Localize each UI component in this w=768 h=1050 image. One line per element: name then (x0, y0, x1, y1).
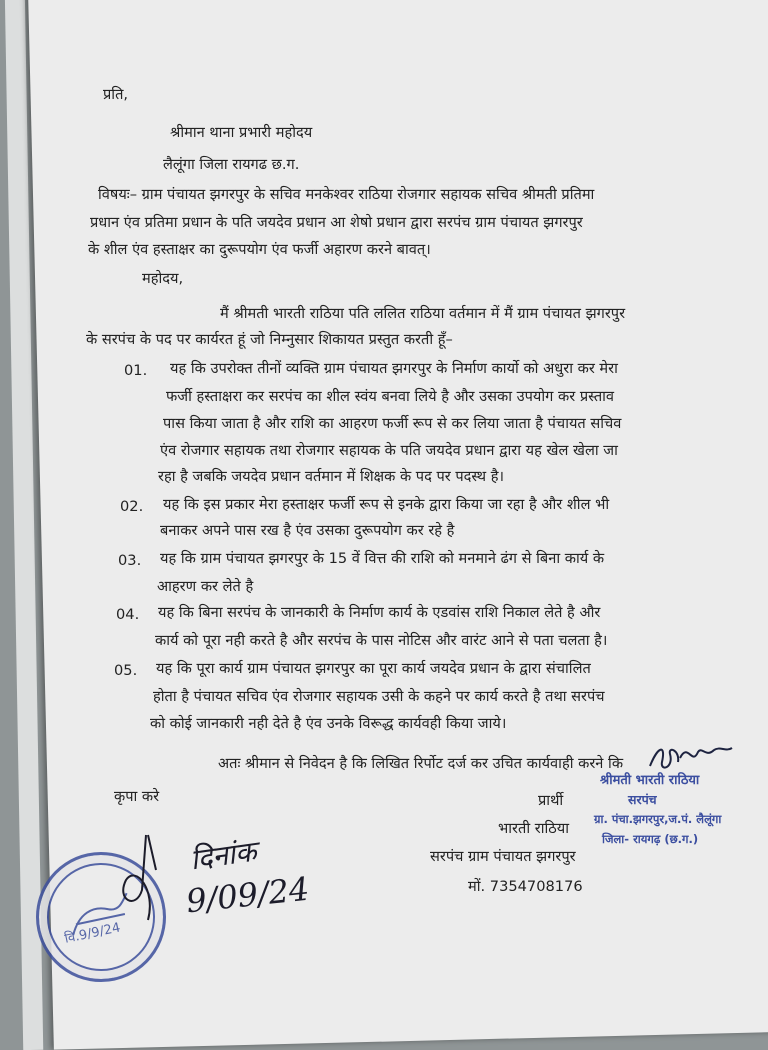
subject-line: के शील एंव हस्ताक्षर का दुरूपयोग एंव फर्जी अहारण करने बावत्। (88, 241, 431, 258)
point-line: बनाकर अपने पास रख है एंव उसका दुरूपयोग कर रहे है (160, 522, 455, 539)
point-line: यह कि इस प्रकार मेरा हस्ताक्षर फर्जी रूप से इनके द्वारा किया जा रहा है और शील भी (163, 496, 610, 513)
applicant-designation: सरपंच ग्राम पंचायत झगरपुर (430, 848, 576, 865)
point-line: यह कि पूरा कार्य ग्राम पंचायत झगरपुर का पूरा कार्य जयदेव प्रधान के द्वारा संचालित (156, 660, 591, 677)
point-number: 03. (118, 552, 142, 569)
intro-line: मैं श्रीमती भारती राठिया पति ललित राठिया वर्तमान में मैं ग्राम पंचायत झगरपुर (220, 305, 626, 322)
stamp-address: ग्रा. पंचा.झगरपुर,ज.पं. लैलूंगा (594, 812, 722, 826)
point-line: कार्य को पूरा नही करते है और सरपंच के पास नोटिस और वारंट आने से पता चलता है। (155, 632, 608, 649)
intro-line: के सरपंच के पद पर कार्यरत हूं जो निम्नुसार शिकायत प्रस्तुत करती हूँ– (86, 331, 453, 348)
point-number: 02. (120, 498, 144, 515)
recipient-location: लैलूंगा जिला रायगढ छ.ग. (163, 156, 300, 173)
closing-line: कृपा करे (114, 788, 160, 805)
applicant-name: भारती राठिया (498, 820, 569, 837)
point-number: 05. (114, 662, 138, 679)
closing-line: अतः श्रीमान से निवेदन है कि लिखित रिर्पोट दर्ज कर उचित कार्यवाही करने कि (218, 755, 624, 772)
subject-line: विषयः– ग्राम पंचायत झगरपुर के सचिव मनकेश्वर राठिया रोजगार सहायक सचिव श्रीमती प्रतिमा (98, 186, 595, 203)
point-number: 04. (116, 606, 140, 623)
point-line: यह कि उपरोक्त तीनों व्यक्ति ग्राम पंचायत झगरपुर के निर्माण कार्यो को अधुरा कर मेरा (170, 360, 618, 377)
stamp-designation: सरपंच (628, 792, 657, 807)
stamp-district: जिला- रायगढ़ (छ.ग.) (602, 832, 699, 846)
point-line: पास किया जाता है और राशि का आहरण फर्जी रूप से कर लिया जाता है पंचायत सचिव (163, 415, 622, 432)
point-number: 01. (124, 362, 148, 379)
point-line: आहरण कर लेते है (157, 578, 254, 595)
point-line: यह कि बिना सरपंच के जानकारी के निर्माण कार्य के एडवांस राशि निकाल लेते है और (158, 604, 601, 621)
stamp-name: श्रीमती भारती राठिया (600, 773, 700, 788)
point-line: रहा है जबकि जयदेव प्रधान वर्तमान में शिक्षक के पद पर पदस्थ है। (158, 468, 505, 485)
point-line: यह कि ग्राम पंचायत झगरपुर के 15 वें वित्त की राशि को मनमाने ढंग से बिना कार्य के (160, 550, 605, 567)
point-line: को कोई जानकारी नही देते है एंव उनके विरूद्ध कार्यवही किया जाये। (150, 715, 507, 732)
applicant-label: प्रार्थी (538, 792, 564, 809)
handwritten-date-label: दिनांक (188, 834, 259, 877)
applicant-mobile: मों. 7354708176 (468, 878, 583, 895)
point-line: फर्जी हस्ताक्षरा कर सरपंच का शील स्वंय बनवा लिये है और उसका उपयोग कर प्रस्ताव (166, 388, 615, 405)
handwritten-date: 9/09/24 (184, 869, 312, 921)
seal-signature-scribble (96, 830, 176, 950)
salutation: महोदय, (142, 270, 184, 287)
recipient: श्रीमान थाना प्रभारी महोदय (170, 124, 313, 141)
point-line: होता है पंचायत सचिव एंव रोजगार सहायक उसी के कहने पर कार्य करते है तथा सरपंच (153, 688, 605, 705)
seal-date: वि.9/9/24 (63, 920, 122, 947)
signature-scribble (640, 736, 740, 780)
point-line: एंव रोजगार सहायक तथा रोजगार सहायक के पति जयदेव प्रधान द्वारा यह खेल खेला जा (160, 442, 618, 459)
to-prefix: प्रति, (103, 86, 129, 103)
subject-line: प्रधान एंव प्रतिमा प्रधान के पति जयदेव प्रधान आ शेषो प्रधान द्वारा सरपंच ग्राम पंचायत झगरपुर (90, 214, 583, 231)
